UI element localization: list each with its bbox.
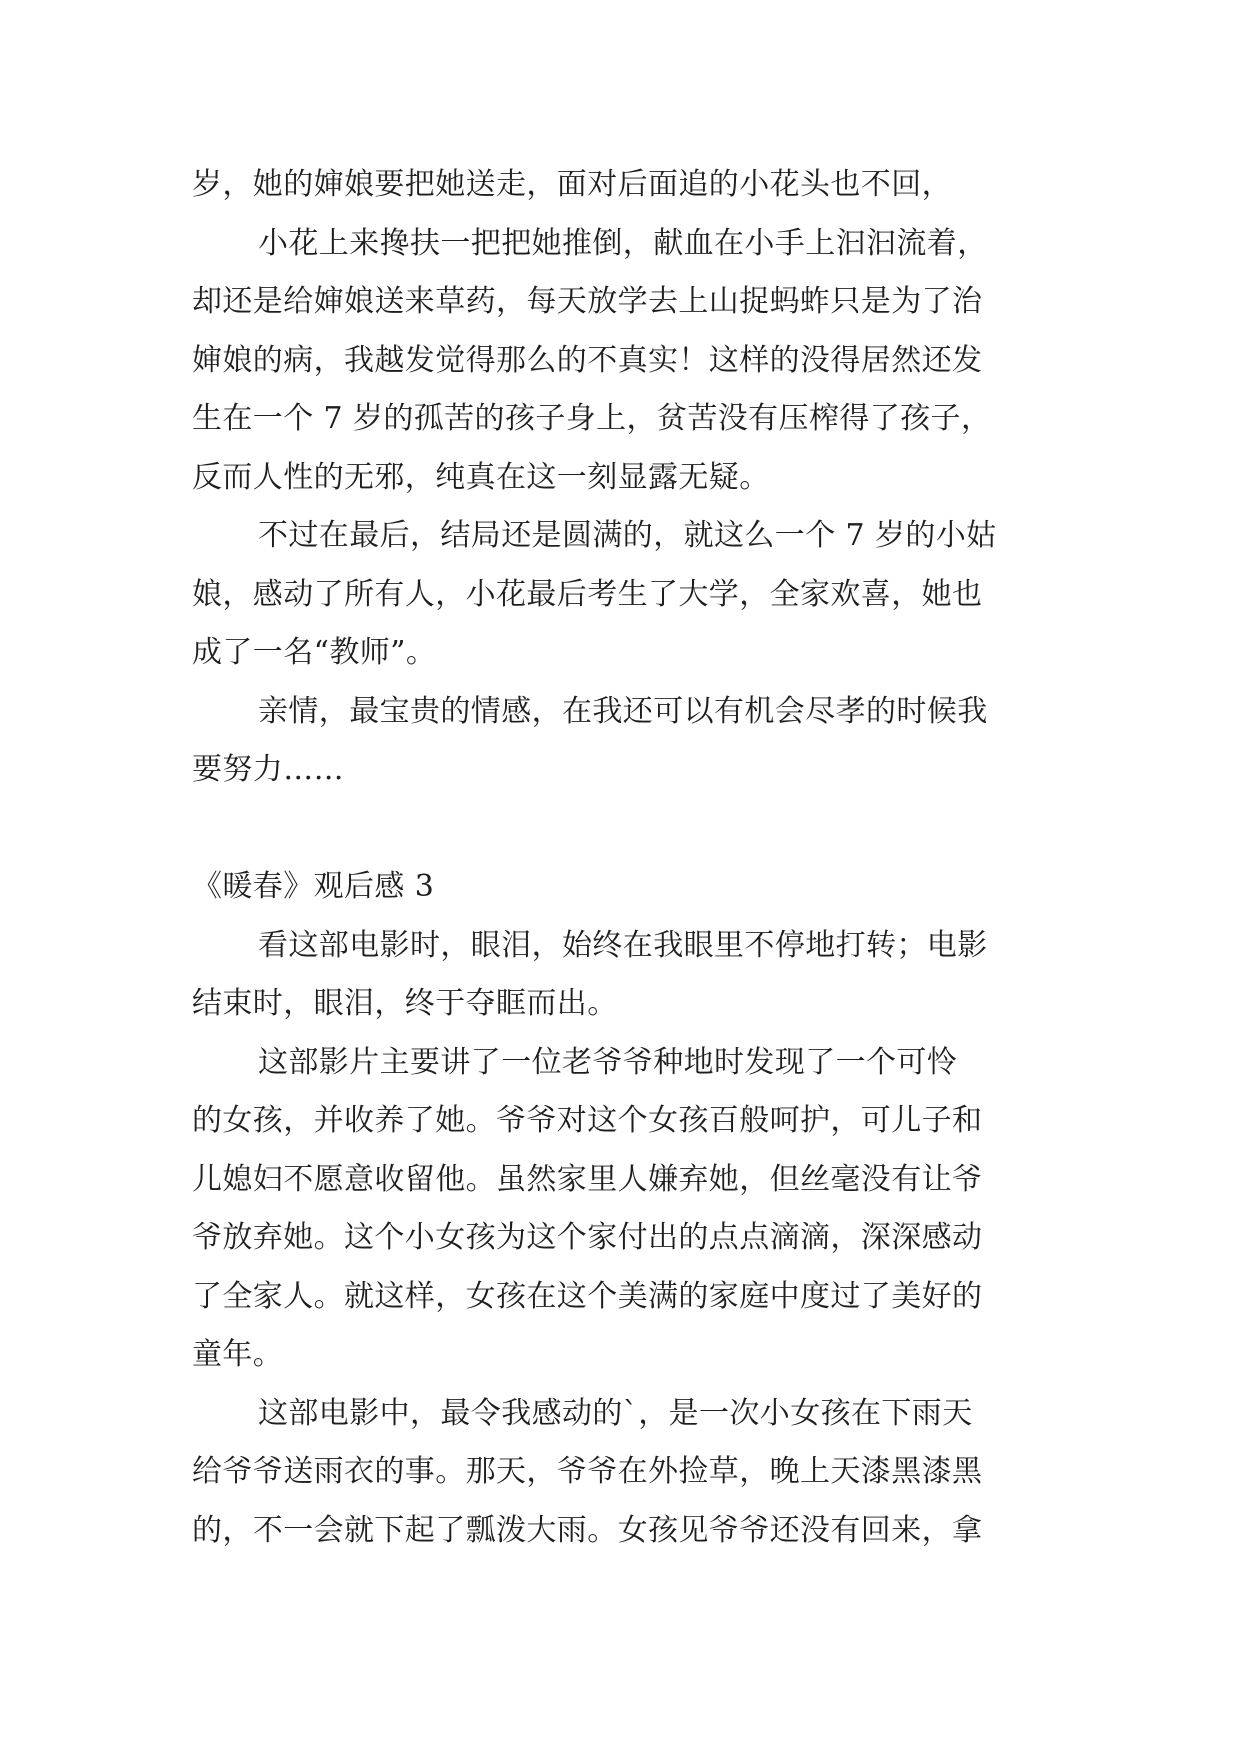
text-line: 婶娘的病，我越发觉得那么的不真实！这样的没得居然还发 [192,342,983,378]
text-line: 结束时，眼泪，终于夺眶而出。 [192,986,618,1021]
text-line: 儿媳妇不愿意收留他。虽然家里人嫌弃她，但丝毫没有让爷 [192,1161,983,1197]
document-page [192,156,1047,1560]
text-line: 生在一个 7 岁的孤苦的孩子身上，贫苦没有压榨得了孩子， [192,401,992,436]
paragraph-start-line: 看这部电影时，眼泪，始终在我眼里不停地打转；电影 [258,927,988,963]
text-line: 娘，感动了所有人，小花最后考生了大学，全家欢喜，她也 [192,576,983,612]
text-line: 成了一名“教师”。 [192,635,437,670]
text-line: 爷放弃她。这个小女孩为这个家付出的点点滴滴，深深感动 [192,1220,983,1255]
paragraph-start-line: 亲情，最宝贵的情感，在我还可以有机会尽孝的时候我 [258,693,988,729]
section-heading: 《暖春》观后感 3 [192,869,435,904]
text-line: 童年。 [192,1337,284,1372]
text-line: 要努力…… [192,752,344,787]
text-line: 却还是给婶娘送来草药，每天放学去上山捉蚂蚱只是为了治 [192,284,983,319]
paragraph-start-line: 不过在最后，结局还是圆满的，就这么一个 7 岁的小姑 [258,518,997,553]
text-line: 岁，她的婶娘要把她送走，面对后面追的小花头也不回， [192,167,952,202]
text-line: 给爷爷送雨衣的事。那天，爷爷在外捡草，晚上天漆黑漆黑 [192,1454,983,1489]
section-gap [192,800,1047,859]
text-line: 反而人性的无邪，纯真在这一刻显露无疑。 [192,459,770,495]
paragraph-start-line: 小花上来搀扶一把把她推倒，献血在小手上汩汩流着， [258,225,988,261]
text-line: 的，不一会就下起了瓢泼大雨。女孩见爷爷还没有回来，拿 [192,1512,983,1548]
text-line: 了全家人。就这样，女孩在这个美满的家庭中度过了美好的 [192,1278,983,1314]
paragraph-start-line: 这部影片主要讲了一位老爷爷种地时发现了一个可怜 [258,1044,958,1080]
text-line: 的女孩，并收养了她。爷爷对这个女孩百般呵护，可儿子和 [192,1103,983,1138]
paragraph-start-line: 这部电影中，最令我感动的`，是一次小女孩在下雨天 [258,1395,973,1431]
